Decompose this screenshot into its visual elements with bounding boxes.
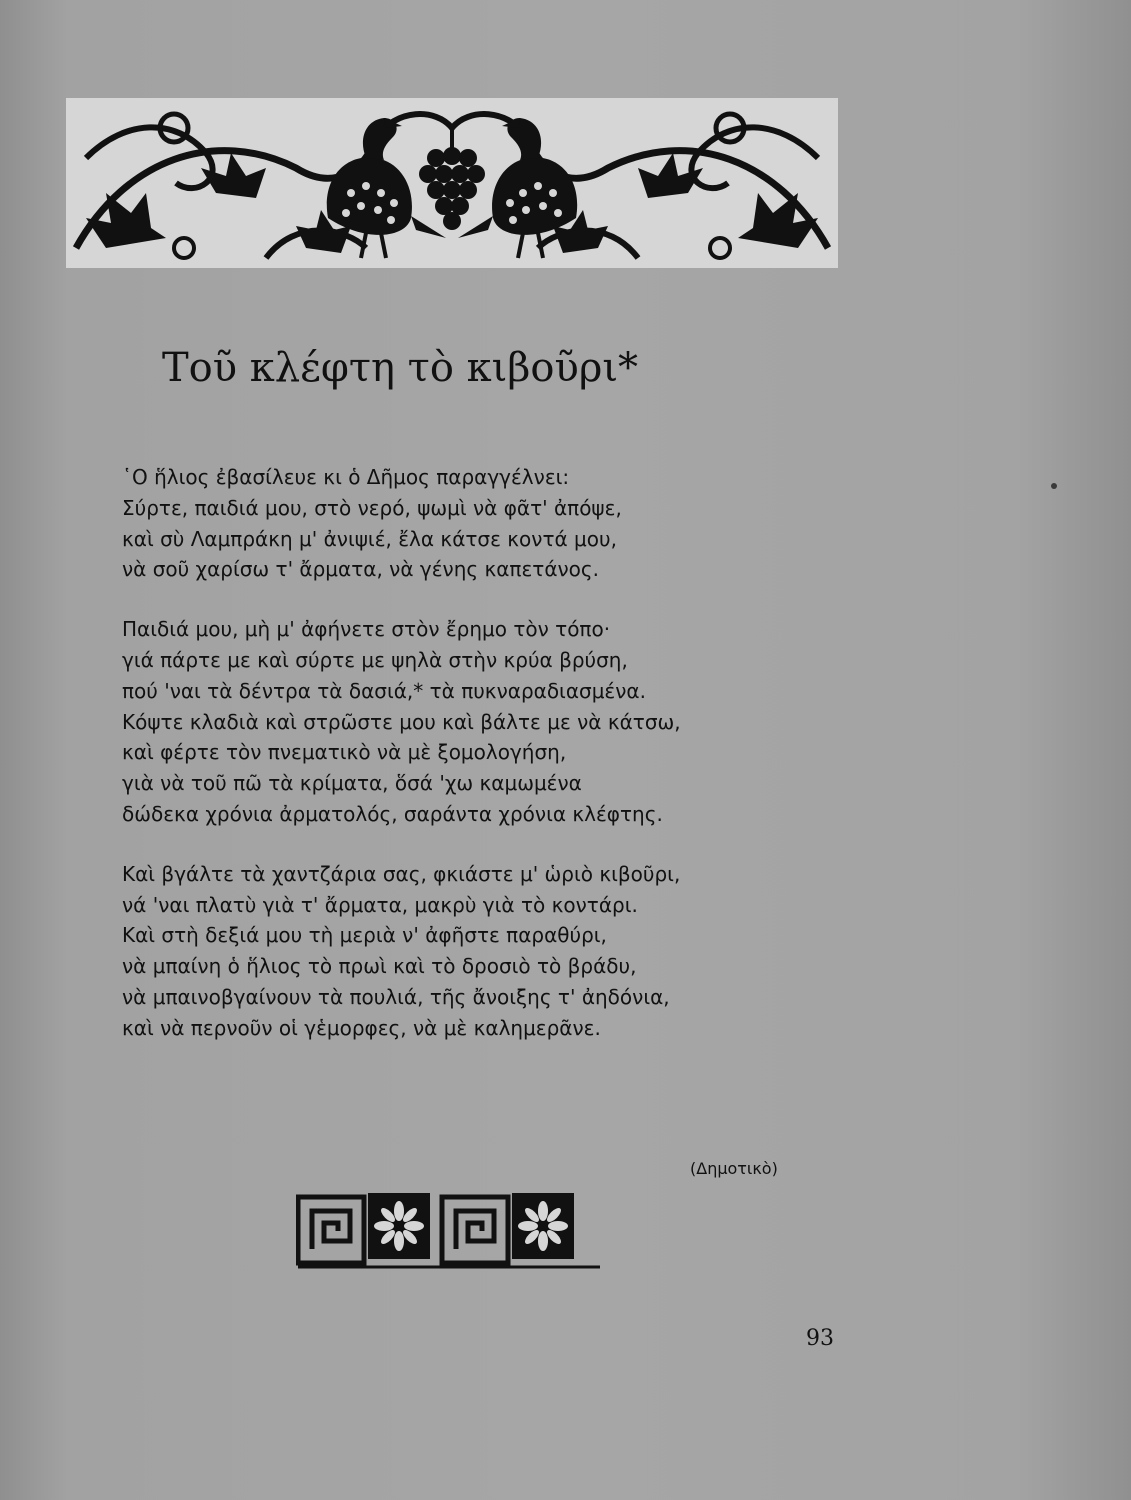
poem-source: (Δημοτικὸ) xyxy=(690,1159,778,1178)
poem-line: νὰ μπαινοβγαίνουν τὰ πουλιά, τῆς ἄνοιξης τ' ἀηδόνια, xyxy=(122,984,670,1009)
poem-line: καὶ νὰ περνοῦν οἱ γἑμορφες, νὰ μὲ καλημερᾶνε. xyxy=(122,1015,601,1040)
stanza xyxy=(122,614,842,830)
poem-line: νὰ σοῦ χαρίσω τ' ἄρματα, νὰ γένης καπετάνος. xyxy=(122,557,600,582)
poem-line: Καὶ στὴ δεξιά μου τὴ μεριὰ ν' ἀφῆστε παραθύρι, xyxy=(122,923,607,948)
poem-line: Καὶ βγάλτε τὰ χαντζάρια σας, φκιάστε μ' ὡριὸ κιβοῦρι, xyxy=(122,861,681,886)
headpiece-ornament-icon xyxy=(66,98,838,268)
poem-line: καὶ σὺ Λαμπράκη μ' ἀνιψιέ, ἔλα κάτσε κοντά μου, xyxy=(122,526,617,551)
poem-line: γιά πάρτε με καὶ σύρτε με ψηλὰ στὴν κρύα βρύση, xyxy=(122,647,628,672)
poem-line: καὶ φέρτε τὸν πνεματικὸ νὰ μὲ ξομολογήση, xyxy=(122,740,567,765)
poem-title: Τοῦ κλέφτη τὸ κιβοῦρι* xyxy=(162,345,639,391)
stanza xyxy=(122,462,842,585)
tailpiece-ornament-icon xyxy=(296,1185,602,1271)
poem-line: νὰ μπαίνη ὁ ἥλιος τὸ πρωὶ καὶ τὸ δροσιὸ τὸ βράδυ, xyxy=(122,954,637,979)
poem-line: γιὰ νὰ τοῦ πῶ τὰ κρίματα, ὅσά 'χω καμωμένα xyxy=(122,771,582,796)
poem-line: νά 'ναι πλατὺ γιὰ τ' ἄρματα, μακρὺ γιὰ τὸ κοντάρι. xyxy=(122,892,638,917)
ink-speck xyxy=(1051,483,1057,489)
poem-line: δώδεκα χρόνια ἀρματολός, σαράντα χρόνια κλέφτης. xyxy=(122,801,663,826)
poem-line: Παιδιά μου, μὴ μ' ἀφήνετε στὸν ἔρημο τὸν τόπο· xyxy=(122,617,611,642)
page-number: 93 xyxy=(806,1326,834,1351)
poem-line: Σύρτε, παιδιά μου, στὸ νερό, ψωμὶ νὰ φᾶτ' ἀπόψε, xyxy=(122,495,622,520)
poem-line: πού 'ναι τὰ δέντρα τὰ δασιά,* τὰ πυκναραδιασμένα. xyxy=(122,678,646,703)
poem-line: ῾Ο ἥλιος ἐβασίλευε κι ὁ Δῆμος παραγγέλνει: xyxy=(122,465,570,489)
stanza xyxy=(122,859,842,1044)
poem-line: Κόψτε κλαδιὰ καὶ στρῶστε μου καὶ βάλτε με νὰ κάτσω, xyxy=(122,709,681,734)
poem-body xyxy=(122,462,842,1073)
